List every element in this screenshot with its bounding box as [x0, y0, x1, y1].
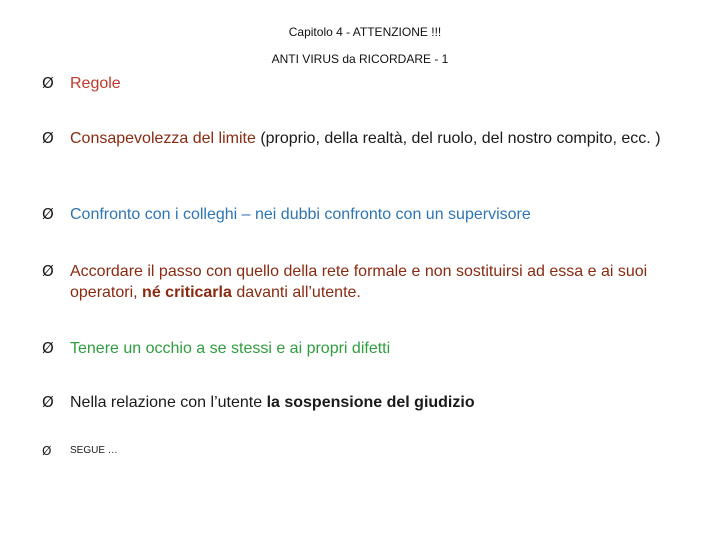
- list-item-accordare: [42, 261, 692, 303]
- item-text: SEGUE …: [70, 445, 118, 456]
- item-emphasis: occhio a se stessi e ai propri difetti: [145, 340, 391, 357]
- item-emphasis: non sostituirsi: [424, 263, 523, 280]
- item-text: e: [407, 263, 425, 280]
- list-item-regole: [42, 73, 692, 94]
- arrow-bullet-icon: Ø: [42, 339, 54, 357]
- item-emphasis: Accordare il passo con quello della rete formale: [70, 263, 408, 280]
- item-text: i colleghi – nei dubbi confronto con un supervisore: [170, 206, 531, 223]
- arrow-bullet-icon: Ø: [42, 74, 54, 92]
- item-emphasis: Consapevolezza del limite: [70, 130, 256, 147]
- item-emphasis: la sospensione del giudizio: [266, 394, 475, 411]
- list-item-occhio: [42, 338, 692, 359]
- item-text: Nella relazione con l’utente: [70, 394, 267, 411]
- item-emphasis: né criticarla: [142, 284, 232, 301]
- item-text: Tenere un: [70, 340, 146, 357]
- arrow-bullet-icon: Ø: [42, 393, 54, 411]
- list-item-segue: [42, 444, 692, 458]
- page-subtitle: ANTI VIRUS da RICORDARE - 1: [271, 52, 449, 66]
- list-item-relazione: [42, 392, 692, 413]
- arrow-bullet-icon: Ø: [42, 262, 54, 280]
- list-item-consapevolezza: [42, 128, 692, 149]
- item-text: ad essa e ai suoi operatori,: [70, 263, 648, 301]
- item-text: (proprio, della realtà, del ruolo, del nostro compito, ecc. ): [255, 130, 661, 147]
- list-item-confronto: [42, 204, 692, 225]
- arrow-bullet-icon: Ø: [42, 205, 54, 223]
- item-text: davanti all’utente.: [231, 284, 361, 301]
- page-title: Capitolo 4 - ATTENZIONE !!!: [288, 25, 442, 39]
- arrow-bullet-icon: Ø: [42, 129, 54, 147]
- item-text: Regole: [70, 75, 121, 92]
- item-emphasis: Confronto con: [70, 206, 171, 223]
- arrow-bullet-icon: Ø: [42, 444, 52, 458]
